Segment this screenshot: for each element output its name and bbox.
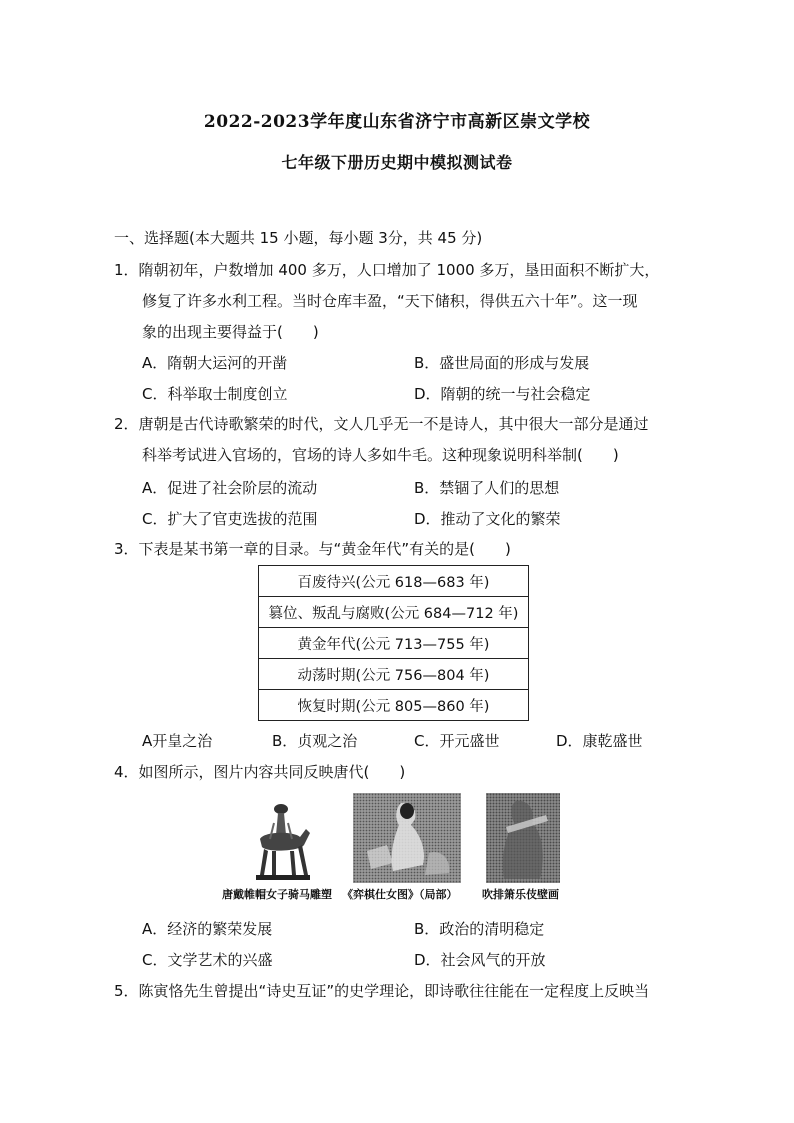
question-2-line-1: 2．唐朝是古代诗歌繁荣的时代，文人几乎无一不是诗人，其中很大一部分是通过 <box>114 415 649 433</box>
question-1-line-3: 象的出现主要得益于( ) <box>142 323 319 341</box>
question-1-option-c[interactable]: C．科举取士制度创立 <box>142 385 288 403</box>
question-4-option-c[interactable]: C．文学艺术的兴盛 <box>142 951 273 969</box>
table-row <box>259 628 529 659</box>
question-3-option-a[interactable]: A开皇之治 <box>142 732 213 750</box>
image-caption-2: 《弈棋仕女图》（局部） <box>342 888 458 901</box>
question-1-option-b[interactable]: B．盛世局面的形成与发展 <box>414 354 590 372</box>
image-caption-1: 唐戴帷帽女子骑马雕塑 <box>222 888 332 901</box>
question-5-line-1: 5．陈寅恪先生曾提出“诗史互证”的史学理论，即诗歌往往能在一定程度上反映当 <box>114 982 650 1000</box>
question-1-line-1: 1．隋朝初年，户数增加 400 多万，人口增加了 1000 多万，垦田面积不断扩大， <box>114 261 660 279</box>
question-3-option-b[interactable]: B．贞观之治 <box>272 732 358 750</box>
table-of-contents <box>258 565 529 721</box>
table-cell: 黄金年代(公元 713—755 年) <box>259 628 529 659</box>
table-cell: 动荡时期(公元 756—804 年) <box>259 659 529 690</box>
page-title: 2022-2023学年度山东省济宁市高新区崇文学校 <box>203 112 591 132</box>
table-row <box>259 566 529 597</box>
question-2-option-d[interactable]: D．推动了文化的繁荣 <box>414 510 561 528</box>
table-cell: 恢复时期(公元 805—860 年) <box>259 690 529 721</box>
question-3-option-d[interactable]: D．康乾盛世 <box>556 732 643 750</box>
question-4-option-b[interactable]: B．政治的清明稳定 <box>414 920 545 938</box>
page-subtitle: 七年级下册历史期中模拟测试卷 <box>281 153 513 172</box>
table-cell: 百废待兴(公元 618—683 年) <box>259 566 529 597</box>
question-3-line-1: 3．下表是某书第一章的目录。与“黄金年代”有关的是( ) <box>114 540 511 558</box>
question-2-option-a[interactable]: A．促进了社会阶层的流动 <box>142 479 318 497</box>
table-cell: 篡位、叛乱与腐败(公元 684—712 年) <box>259 597 529 628</box>
question-2-option-c[interactable]: C．扩大了官吏选拔的范围 <box>142 510 318 528</box>
mural-image <box>486 793 560 883</box>
horse-rider-sculpture-image <box>250 793 312 883</box>
question-4-option-d[interactable]: D．社会风气的开放 <box>414 951 546 969</box>
table-row <box>259 597 529 628</box>
question-2-option-b[interactable]: B．禁锢了人们的思想 <box>414 479 560 497</box>
question-1-option-d[interactable]: D．隋朝的统一与社会稳定 <box>414 385 591 403</box>
painting-image <box>353 793 461 883</box>
question-4-line-1: 4．如图所示，图片内容共同反映唐代( ) <box>114 763 406 781</box>
table-row <box>259 659 529 690</box>
table-row <box>259 690 529 721</box>
section-heading: 一、选择题(本大题共 15 小题，每小题 3分，共 45 分) <box>114 229 483 247</box>
question-3-option-c[interactable]: C．开元盛世 <box>414 732 500 750</box>
question-2-line-2: 科举考试进入官场的，官场的诗人多如牛毛。这种现象说明科举制( ) <box>142 446 619 464</box>
question-1-line-2: 修复了许多水利工程。当时仓库丰盈，“天下储积，得供五六十年”。这一现 <box>142 292 638 310</box>
question-4-option-a[interactable]: A．经济的繁荣发展 <box>142 920 273 938</box>
image-caption-3: 吹排箫乐伎壁画 <box>482 888 559 901</box>
question-1-option-a[interactable]: A．隋朝大运河的开凿 <box>142 354 288 372</box>
